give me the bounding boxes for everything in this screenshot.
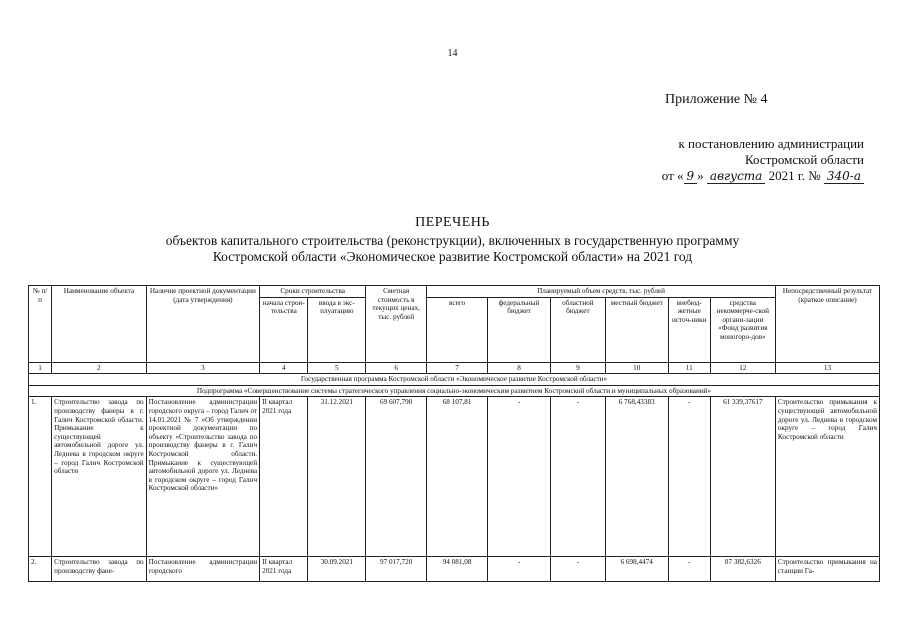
offbudget-funds: - <box>668 557 710 582</box>
estimated-cost: 97 017,720 <box>366 557 427 582</box>
col-header-cost: Сметная стоимость в текущих ценах, тыс. рублей <box>366 286 427 363</box>
handwritten-decree-number: 340-а <box>824 169 864 184</box>
col-header-num: № п/п <box>29 286 52 363</box>
commission-date: 30.09.2021 <box>308 557 366 582</box>
table-row <box>29 557 880 582</box>
document-title: ПЕРЕЧЕНЬ <box>415 215 490 230</box>
estimated-cost: 69 607,790 <box>366 397 427 557</box>
local-budget: 6 768,43383 <box>605 397 668 557</box>
col-header-result: Непосредственный результат (краткое описание) <box>775 286 879 363</box>
subtitle-line-2: Костромской области «Экономическое развитие Костромской области» на 2021 год <box>212 249 693 264</box>
commission-date: 31.12.2021 <box>308 397 366 557</box>
local-budget: 6 698,4474 <box>605 557 668 582</box>
start-date: II квартал 2021 года <box>260 557 308 582</box>
table-row <box>29 397 880 557</box>
nko-funds: 87 382,6326 <box>710 557 775 582</box>
col-header-funds: Планируемый объем средств, тыс. рублей <box>427 286 776 298</box>
subprogram-title: Подпрограмма «Совершенствование системы стратегического управления социально-экономическим развитием Костромской области и муниципальных образований» <box>29 385 880 397</box>
offbudget-funds: - <box>668 397 710 557</box>
col-header-local: местный бюджет <box>605 297 668 362</box>
appendix-label: Приложение № 4 <box>665 92 768 107</box>
row-num: 1. <box>29 397 52 557</box>
column-number: 11 <box>668 362 710 374</box>
date-prefix: от « <box>661 168 684 183</box>
col-header-regional: областной бюджет <box>551 297 606 362</box>
object-name: Строительство завода по производству фанеры в г. Галич Костромской области. Примыкание к существующей автомобильной дороге ул. Леднева в городском округе – город Галич Костромской области <box>52 397 147 557</box>
column-number: 4 <box>260 362 308 374</box>
column-number: 1 <box>29 362 52 374</box>
decree-date-line <box>594 168 864 184</box>
header-row-1 <box>29 286 880 298</box>
column-number: 5 <box>308 362 366 374</box>
column-number: 12 <box>710 362 775 374</box>
document-subtitle <box>80 233 825 265</box>
subprogram-row <box>29 385 880 397</box>
date-year: 2021 г. № <box>768 168 821 183</box>
federal-budget: - <box>488 557 551 582</box>
col-header-offbudget: внебюд-жетные источ-ники <box>668 297 710 362</box>
nko-funds: 61 339,37617 <box>710 397 775 557</box>
col-header-start: начала строи-тельства <box>260 297 308 362</box>
program-row <box>29 374 880 386</box>
decree-block <box>594 136 864 184</box>
handwritten-month: августа <box>707 169 765 184</box>
col-header-federal: федеральный бюджет <box>488 297 551 362</box>
decree-line-1: к постановлению администрации <box>678 136 864 151</box>
regional-budget: - <box>551 557 606 582</box>
column-number-row <box>29 362 880 374</box>
objects-table <box>28 285 880 582</box>
decree-line-2: Костромской области <box>744 152 864 167</box>
program-title: Государственная программа Костромской области «Экономическое развитие Костромской области» <box>29 374 880 386</box>
column-number: 9 <box>551 362 606 374</box>
result-description: Строительство примыкания к существующей автомобильной дороге ул. Леднева в городском округе – город Галич Костромской области <box>775 397 879 557</box>
date-mid: » <box>697 168 704 183</box>
col-header-name: Наименование объекта <box>52 286 147 363</box>
total-funds: 94 081,08 <box>427 557 488 582</box>
col-header-nko: средства некоммерче-ской органи-зации «Фонд развития моногоро-дов» <box>710 297 775 362</box>
col-header-docs: Наличие проектной документации (дата утверждения) <box>146 286 259 363</box>
col-header-total: всего <box>427 297 488 362</box>
column-number: 3 <box>146 362 259 374</box>
column-number: 10 <box>605 362 668 374</box>
page-number: 14 <box>447 48 458 59</box>
object-name: Строительство завода по производству фане- <box>52 557 147 582</box>
start-date: II квартал 2021 года <box>260 397 308 557</box>
col-header-commission: ввода в экс-плуатацию <box>308 297 366 362</box>
column-number: 2 <box>52 362 147 374</box>
federal-budget: - <box>488 397 551 557</box>
column-number: 8 <box>488 362 551 374</box>
project-docs: Постановление администрации городского округа – город Галич от 14.01.2021 № 7 «Об утверждении проектной документации по объекту «Строительство завода по производству фанеры в г. Галич Костромской области. Примыкание к существующей автомобильной дороге ул. Леднева в городском округе – город Галич Костромской области» <box>146 397 259 557</box>
row-num: 2. <box>29 557 52 582</box>
column-number: 13 <box>775 362 879 374</box>
regional-budget: - <box>551 397 606 557</box>
project-docs: Постановление администрации городского <box>146 557 259 582</box>
col-header-terms: Сроки строительства <box>260 286 366 298</box>
total-funds: 68 107,81 <box>427 397 488 557</box>
column-number: 7 <box>427 362 488 374</box>
subtitle-line-1: объектов капитального строительства (реконструкции), включенных в государственную программу <box>165 233 740 248</box>
result-description: Строительство примыкания на станции Га- <box>775 557 879 582</box>
column-number: 6 <box>366 362 427 374</box>
handwritten-day: 9 <box>684 169 698 184</box>
